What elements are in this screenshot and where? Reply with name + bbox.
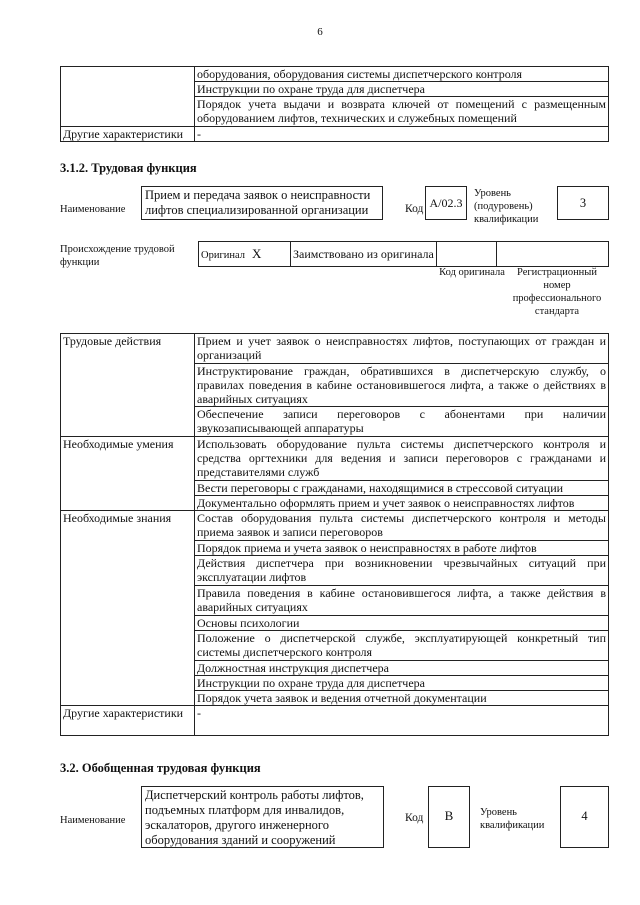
top-table (60, 66, 609, 142)
table-row: Действия диспетчера при возникновении чрезвычайных ситуаций при эксплуатации лифтов (195, 556, 609, 586)
generalized-code-box: В (428, 786, 470, 848)
table-row: Документально оформлять прием и учет заявок о неисправностях лифтов (195, 496, 609, 511)
code-label: Код (405, 203, 424, 215)
origin-table (198, 241, 609, 267)
other-characteristics-label: Другие характеристики (61, 706, 195, 736)
reg-number-label: Регистрационный номер профессионального стандарта (512, 267, 602, 317)
level-label-32: Уровень квалификации (480, 807, 545, 831)
code-label-32: Код (405, 812, 424, 824)
table-row: Основы психологии (195, 616, 609, 631)
level-label: Уровень (подуровень) квалификации (474, 188, 539, 225)
section-32-title: 3.2. Обобщенная трудовая функция (60, 761, 261, 775)
labor-actions-label: Трудовые действия (61, 334, 195, 437)
table-row: Положение о диспетчерской службе, эксплуатирующей конкретный тип системы диспетчерского контроля (195, 631, 609, 661)
original-cell (199, 242, 291, 267)
table-row: Вести переговоры с гражданами, находящимися в стрессовой ситуации (195, 481, 609, 496)
level-value-box-32: 4 (560, 786, 609, 848)
generalized-function-name-box: Диспетчерский контроль работы лифтов, подъемных платформ для инвалидов, эскалаторов, другого инженерного оборудования зданий и сооружений (141, 786, 384, 848)
level-value-box: 3 (557, 186, 609, 220)
table-row: Использовать оборудование пульта системы диспетчерского контроля и средства оргтехники для ведения и записи переговоров с гражданами и представителями служб (195, 437, 609, 481)
function-name-box: Прием и передача заявок о неисправности лифтов специализированной организации (141, 186, 383, 220)
top-table-empty-cell (61, 67, 195, 127)
section-312-title: 3.1.2. Трудовая функция (60, 161, 197, 175)
table-row: Прием и учет заявок о неисправностях лифтов, поступающих от граждан и организаций (195, 334, 609, 364)
table-row: Обеспечение записи переговоров с абонентами при наличии звукозаписывающей аппаратуры (195, 407, 609, 437)
original-label: Оригинал (201, 249, 245, 261)
top-table-row: Порядок учета выдачи и возврата ключей от помещений с размещенным оборудованием лифтов, технических и служебных помещений (195, 97, 609, 127)
table-row: Должностная инструкция диспетчера (195, 661, 609, 676)
table-row: Порядок приема и учета заявок о неисправностях в работе лифтов (195, 541, 609, 556)
top-table-row: оборудования, оборудования системы диспетчерского контроля (195, 67, 609, 82)
required-knowledge-label: Необходимые знания (61, 511, 195, 706)
page-number: 6 (317, 26, 323, 38)
table-row: Правила поведения в кабине остановившегося лифта, а также действия в аварийных ситуациях (195, 586, 609, 616)
code-original-cell (437, 242, 497, 267)
other-characteristics-value: - (195, 706, 609, 736)
reg-number-cell (497, 242, 609, 267)
table-row: Инструкции по охране труда для диспетчера (195, 676, 609, 691)
top-table-other-value: - (195, 127, 609, 142)
table-row: Состав оборудования пульта системы диспетчерского контроля и методы приема заявок и записи переговоров (195, 511, 609, 541)
table-row: Инструктирование граждан, обратившихся в диспетчерскую службу, о правилах поведения в кабине остановившегося лифта, а также о действиях в аварийных ситуациях (195, 364, 609, 407)
table-row: Порядок учета заявок и ведения отчетной документации (195, 691, 609, 706)
original-mark: X (252, 245, 262, 261)
name-label: Наименование (60, 204, 126, 215)
borrowed-label: Заимствовано из оригинала (291, 242, 437, 267)
origin-label: Происхождение трудовой функции (60, 244, 175, 268)
top-table-row: Инструкции по охране труда для диспетчера (195, 82, 609, 97)
name-label-32: Наименование (60, 815, 126, 826)
function-code-box: А/02.3 (425, 186, 467, 220)
top-table-other-label: Другие характеристики (61, 127, 195, 142)
code-original-label: Код оригинала (439, 267, 505, 278)
function-table (60, 333, 609, 736)
required-skills-label: Необходимые умения (61, 437, 195, 511)
